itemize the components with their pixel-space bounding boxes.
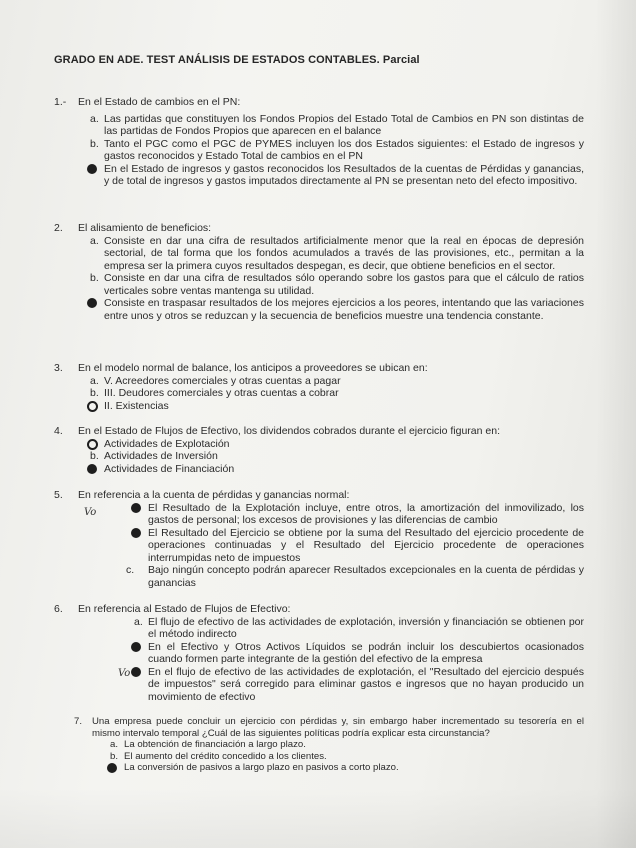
filled-answer-mark-icon [131,503,141,513]
circled-answer-mark-icon [87,439,98,450]
option-b[interactable]: b. III. Deudores comerciales y otras cuentas a cobrar [90,387,339,399]
filled-answer-mark-icon [131,667,141,677]
option-a[interactable]: a. V. Acreedores comerciales y otras cuentas a pagar [90,374,341,387]
question-stem: En el Estado de cambios en el PN: [78,96,241,108]
filled-answer-mark-icon [87,164,97,174]
option-c[interactable]: En el Estado de ingresos y gastos reconocidos los Resultados de la cuentas de Pérdidas y ganancias, y de total de ingresos y gastos imputados directamente al PN se presentan neto del efecto impositivo. [90,163,584,188]
filled-answer-mark-icon [87,298,97,308]
option-c[interactable]: La conversión de pasivos a largo plazo en pasivos a corto plazo. [110,762,584,774]
option-c[interactable]: II. Existencias [90,400,584,413]
question-4 [54,425,584,475]
option-b[interactable]: b. Actividades de Inversión [90,450,218,462]
question-number: 3. [54,362,63,374]
circled-answer-mark-icon [87,401,98,412]
page-shadow [596,0,636,848]
question-2 [54,222,584,322]
option-a[interactable]: a. La obtención de financiación a largo plazo. [110,739,306,750]
option-c[interactable]: Actividades de Financiación [90,463,584,476]
question-number: 6. [54,603,63,615]
option-b[interactable]: b. Tanto el PGC como el PGC de PYMES incluyen los dos Estados siguientes: el Estado de ingresos y gastos reconocidos y Estado Total de cambios en el PN [90,137,584,162]
question-6 [54,603,584,703]
question-stem: En el Estado de Flujos de Efectivo, los dividendos cobrados durante el ejercicio figuran en: [78,425,500,437]
filled-answer-mark-icon [107,763,117,773]
handwritten-note: Vo [84,507,97,518]
option-a[interactable]: El Resultado de la Explotación incluye, entre otros, la amortización del inmovilizado, los gastos de personal; los excesos de provisiones y las diferencias de cambio [134,502,584,527]
question-stem: El alisamiento de beneficios: [78,222,212,234]
question-number: 7. [74,716,83,727]
option-a[interactable]: a. Las partidas que constituyen los Fondos Propios del Estado Total de Cambios en PN son distintas de las partidas de Fondos Propios que aparecen en el balance [90,112,584,137]
question-5 [54,489,584,589]
question-stem: En el modelo normal de balance, los anticipos a proveedores se ubican en: [78,362,428,374]
filled-answer-mark-icon [131,642,141,652]
question-number: 1.- [54,96,67,108]
option-a[interactable]: a. Consiste en dar una cifra de resultados artificialmente menor que la real en épocas de depresión sectorial, de tal forma que los fondos acumulados a través de las provisiones, etc., permitan a la empresa ser la primera cuyos resultados despegan, es decir, que obtiene beneficios en el sector. [90,234,584,272]
handwritten-note: Vo [118,668,131,679]
page-shadow [0,788,636,848]
option-b[interactable]: b. El aumento del crédito concedido a los clientes. [110,750,327,762]
option-c[interactable]: c. Bajo ningún concepto podrán aparecer Resultados excepcionales en la cuenta de pérdidas y ganancias [126,564,584,589]
question-3 [54,362,584,412]
question-1 [54,96,584,188]
filled-answer-mark-icon [131,528,141,538]
question-stem: En referencia al Estado de Flujos de Efectivo: [78,603,291,615]
question-number: 5. [54,489,63,501]
option-b[interactable]: b. Consiste en dar una cifra de resultados sólo operando sobre los gastos para que el cálculo de ratios verticales sobre ventas mantenga su utilidad. [90,272,584,297]
option-c[interactable]: En el flujo de efectivo de las actividades de explotación, el "Resultado del ejercicio después de impuestos" será corregido para eliminar gastos e ingresos que no hayan producido un movimiento de efectivo [134,666,584,704]
question-stem: En referencia a la cuenta de pérdidas y ganancias normal: [78,489,350,501]
option-a[interactable]: a. El flujo de efectivo de las actividades de explotación, inversión y financiación se obtienen por el método indirecto [134,615,584,640]
question-number: 2. [54,222,63,234]
filled-answer-mark-icon [87,464,97,474]
option-b[interactable]: En el Efectivo y Otros Activos Líquidos se podrán incluir los descubiertos ocasionados cuando formen parte integrante de la gestión del efectivo de la empresa [134,641,584,666]
option-b[interactable]: El Resultado del Ejercicio se obtiene por la suma del Resultado del ejercicio procedente de operaciones continuadas y el Resultado del Ejercicio procedente de operaciones interrumpidas neto de impuestos [134,527,584,565]
option-c[interactable]: Consiste en traspasar resultados de los mejores ejercicios a los peores, intentando que las variaciones entre unos y otros se reduzcan y la secuencia de beneficios muestre una tendencia constante. [90,297,584,322]
question-7 [54,716,584,774]
question-number: 4. [54,425,63,437]
question-stem: Una empresa puede concluir un ejercicio con pérdidas y, sin embargo haber incrementado su tesorería en el mismo intervalo temporal ¿Cuál de las siguientes políticas podría explicar esta circunstancia? [92,716,584,739]
page-title: GRADO EN ADE. TEST ANÁLISIS DE ESTADOS CONTABLES. Parcial [54,54,420,66]
option-a[interactable]: Actividades de Explotación [90,438,584,451]
